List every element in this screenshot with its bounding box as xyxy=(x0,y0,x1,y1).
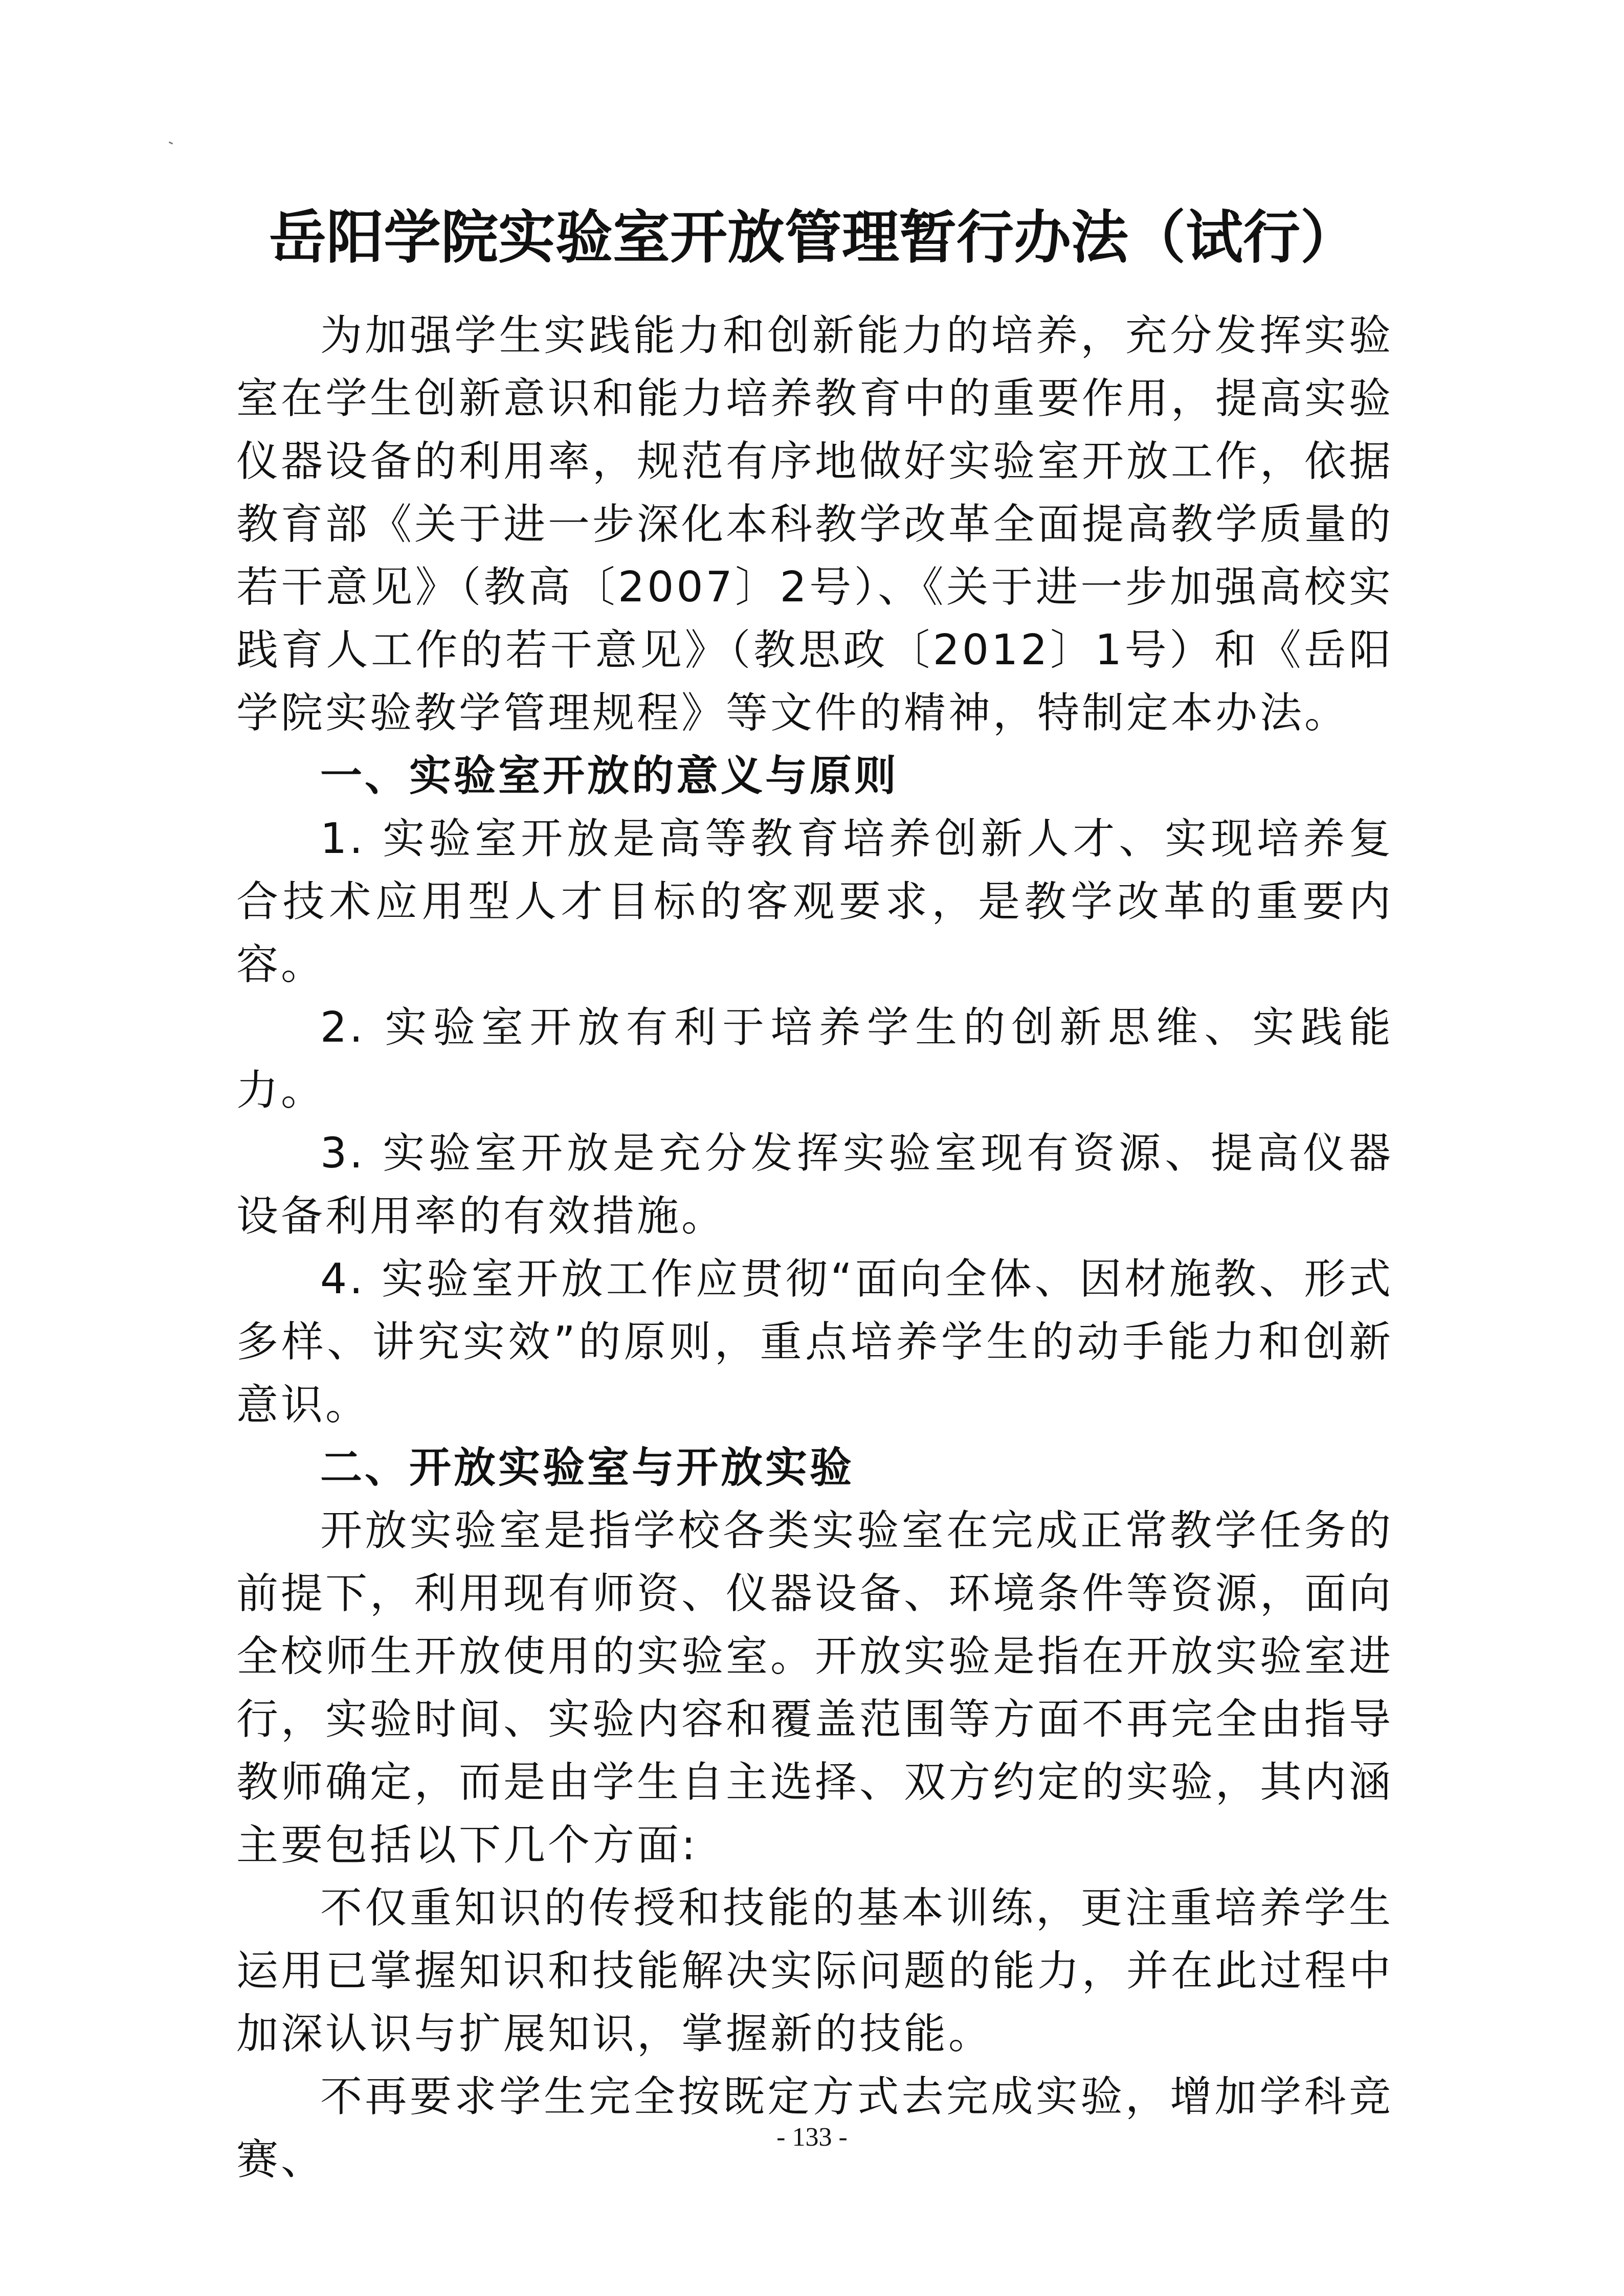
section-heading-1: 一、实验室开放的意义与原则 xyxy=(320,752,899,800)
paragraph-item-2: 2. 实验室开放有利于培养学生的创新思维、实践能力。 xyxy=(236,1003,1393,1115)
scan-artifact xyxy=(169,141,173,144)
paragraph-aspect-1: 不仅重知识的传授和技能的基本训练，更注重培养学生运用已掌握知识和技能解决实际问题的能力，并在此过程中加深认识与扩展知识，掌握新的技能。 xyxy=(236,1884,1394,2058)
paragraph-item-1: 1. 实验室开放是高等教育培养创新人才、实现培养复合技术应用型人才目标的客观要求，是教学改革的重要内容。 xyxy=(236,815,1393,989)
document-title: 岳阳学院实验室开放管理暂行办法（试行） xyxy=(269,204,1358,271)
paragraph-aspect-2: 不再要求学生完全按既定方式去完成实验，增加学科竞赛、 xyxy=(236,2073,1393,2184)
paragraph-intro: 为加强学生实践能力和创新能力的培养，充分发挥实验室在学生创新意识和能力培养教育中的重要作用，提高实验仪器设备的利用率，规范有序地做好实验室开放工作，依据教育部《关于进一步深化本科教学改革全面提高教学质量的若干意见》（教高〔2007〕2号）、《关于进一步加强高校实践育人工作的若干意见》（教思政〔2012〕1号）和《岳阳学院实验教学管理规程》等文件的精神，特制定本办法。 xyxy=(236,311,1394,737)
paragraph-item-3: 3. 实验室开放是充分发挥实验室现有资源、提高仪器设备利用率的有效措施。 xyxy=(236,1129,1393,1241)
paragraph-item-4: 4. 实验室开放工作应贯彻“面向全体、因材施教、形式多样、讲究实效”的原则，重点培养学生的动手能力和创新意识。 xyxy=(236,1255,1393,1429)
document-body xyxy=(236,304,1393,2191)
page-number: - 133 - xyxy=(776,2123,848,2152)
paragraph-open-lab-definition: 开放实验室是指学校各类实验室在完成正常教学任务的前提下，利用现有师资、仪器设备、环境条件等资源，面向全校师生开放使用的实验室。开放实验是指在开放实验室进行，实验时间、实验内容和覆盖范围等方面不再完全由指导教师确定，而是由学生自主选择、双方约定的实验，其内涵主要包括以下几个方面: xyxy=(236,1506,1394,1870)
section-heading-2: 二、开放实验室与开放实验 xyxy=(320,1444,855,1492)
